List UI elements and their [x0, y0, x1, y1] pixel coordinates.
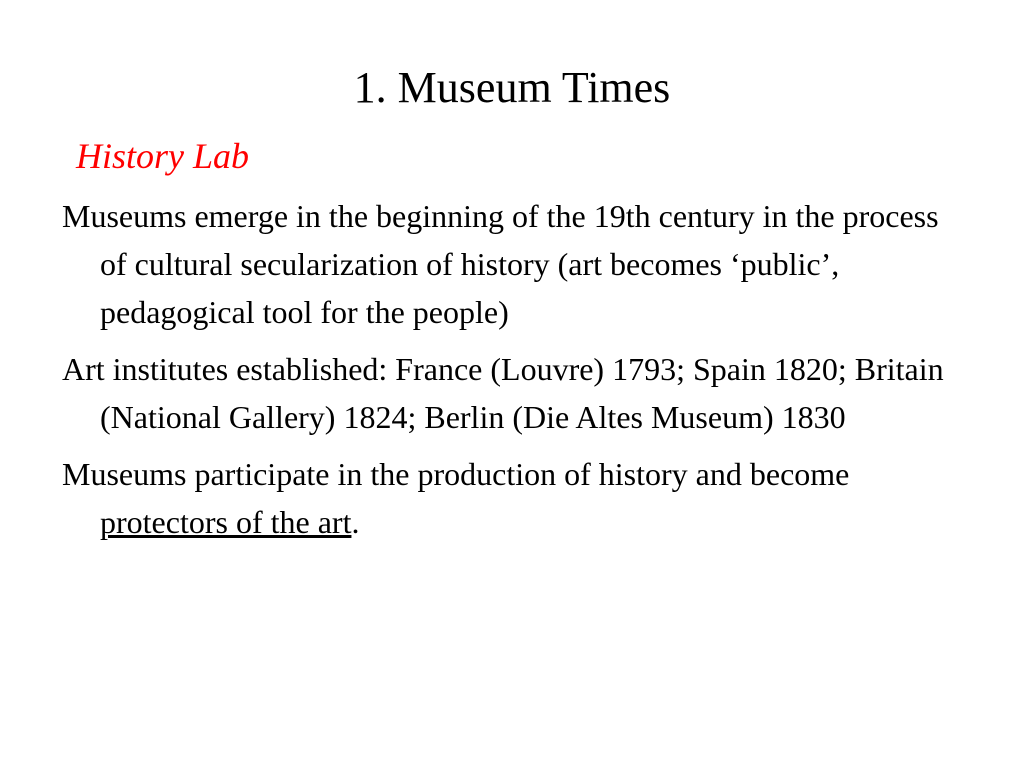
bullet-item-museums-emerge: Museums emerge in the beginning of the 19th century in the process of cultural secularization of history (art becomes ‘public’, pedagogical tool for the people) [62, 198, 939, 330]
underlined-phrase: protectors of the art [100, 504, 352, 540]
bullet-text-before: Museums participate in the production of history and become [62, 456, 850, 492]
bullet-text-after: . [351, 504, 360, 540]
slide-title: 1. Museum Times [353, 63, 671, 112]
bullet-item-art-institutes: Art institutes established: France (Louvre) 1793; Spain 1820; Britain (National Gallery) 1824; Berlin (Die Altes Museum) 1830 [62, 351, 944, 435]
bullet-item-museums-participate [62, 450, 972, 546]
slide-subtitle: History Lab [76, 136, 250, 176]
bullet-list [62, 192, 972, 555]
